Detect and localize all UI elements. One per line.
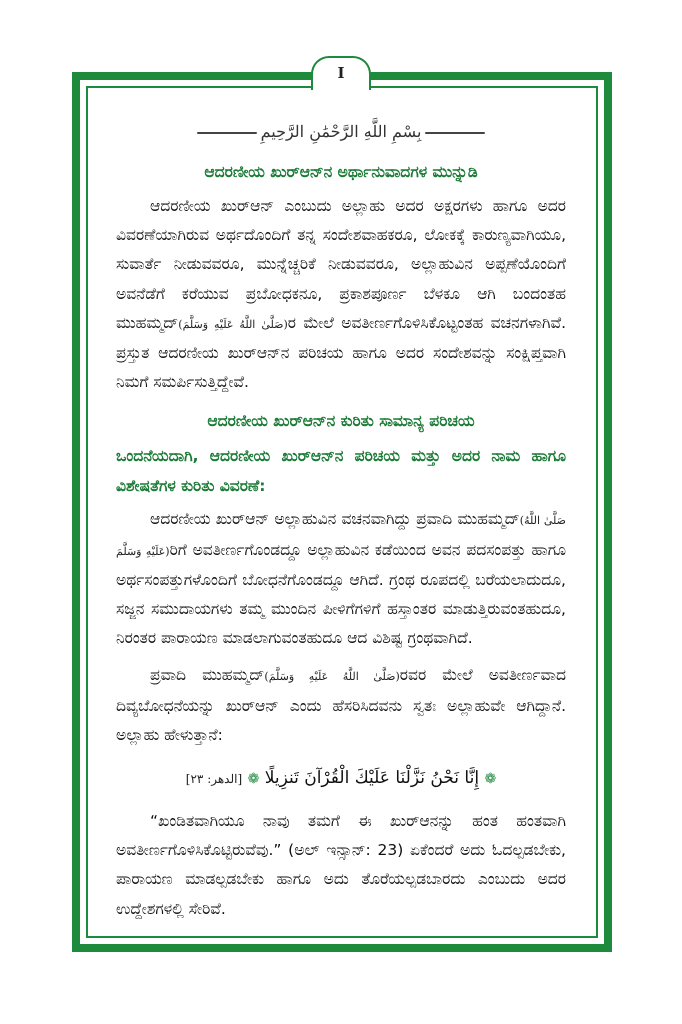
salutation-text: (صَلَّىٰ اللَّهُ عَلَيْهِ وَسَلَّمَ): [264, 670, 400, 684]
paragraph-intro-rest: ರ ಮೇಲೆ ಅವತೀರ್ಣಗೊಳಿಸಿಕೊಟ್ಟಂತಹ ವಚನಗಳಾಗಿವೆ. ಪ್ರಸ್ತುತ ಆದರಣೀಯ ಖುರ್‌ಆನ್‌ನ ಪರಿಚಯ ಹಾಗೂ ಅದರ ಸಂದೇಶವನ್ನು ಸಂಕ್ಷಿಪ್ತವಾಗಿ ನಿಮಗೆ ಸಮರ್ಪಿಸುತ್ತಿದ್ದೇವೆ.: [116, 313, 566, 392]
verse-close-ornament-icon: ❁: [247, 771, 260, 788]
page-content: [116, 116, 566, 924]
heading-first-point: ಒಂದನೆಯದಾಗಿ, ಆದರಣೀಯ ಖುರ್‌ಆನ್‌ನ ಪರಿಚಯ ಮತ್ತು ಅದರ ನಾಮ ಹಾಗೂ ವಿಶೇಷತೆಗಳ ಕುರಿತು ವಿವರಣೆ:: [116, 447, 566, 496]
paragraph-naming-text: ಪ್ರವಾದಿ: [150, 666, 203, 685]
paragraph-naming-rest: ರವರ ಮೇಲೆ ಅವತೀರ್ಣವಾದ ದಿವ್ಯಬೋಧನೆಯನ್ನು ಖುರ್‌ಆನ್ ಎಂದು ಹೆಸರಿಸಿದವನು ಸ್ವತಃ ಅಲ್ಲಾಹುವೇ ಆಗಿದ್ದಾನೆ. ಅಲ್ಲಾಹು ಹೇಳುತ್ತಾನೆ:: [116, 666, 566, 744]
heading-preface: ಆದರಣೀಯ ಖುರ್‌ಆನ್‌ನ ಅರ್ಥಾನುವಾದಗಳ ಮುನ್ನುಡಿ: [204, 163, 478, 181]
prophet-name: ಮುಹಮ್ಮದ್: [202, 666, 265, 685]
paragraph-verse-translation: “ಖಂಡಿತವಾಗಿಯೂ ನಾವು ತಮಗೆ ಈ ಖುರ್‌ಆನನ್ನು ಹಂತ ಹಂತವಾಗಿ ಅವತೀರ್ಣಗೊಳಿಸಿಕೊಟ್ಟಿರುವೆವು.” (ಅಲ್ ಇನ್ಸಾನ್: 23) ಏಕೆಂದರೆ ಅದು ಓದಲ್ಪಡಬೇಕು, ಪಾರಾಯಣ ಮಾಡಲ್ಪಡಬೇಕು ಹಾಗೂ ಅದು ತೊರೆಯಲ್ಪಡಬಾರದು ಎಂಬುದು ಅದರ ಉದ್ದೇಶಗಳಲ್ಲಿ ಸೇರಿವೆ.: [116, 812, 566, 918]
bismillah-text: بِسْمِ اللَّهِ الرَّحْمَٰنِ الرَّحِيمِ: [260, 122, 422, 141]
paragraph-intro: [116, 192, 566, 397]
heading-general-intro: ಆದರಣೀಯ ಖುರ್‌ಆನ್‌ನ ಕುರಿತು ಸಾಮಾನ್ಯ ಪರಿಚಯ: [207, 412, 475, 431]
verse-reference: [الدهر: ٢٣]: [185, 772, 243, 787]
paragraph-definition: [116, 505, 566, 653]
page-number: I: [337, 64, 345, 82]
paragraph-intro-text: ಆದರಣೀಯ ಖುರ್‌ಆನ್ ಎಂಬುದು ಅಲ್ಲಾಹು ಅದರ ಅಕ್ಷರಗಳು ಹಾಗೂ ಅದರ ವಿವರಣೆಯಾಗಿರುವ ಅರ್ಥದೊಂದಿಗೆ ತನ್ನ ಸಂದೇಶವಾಹಕರೂ, ಲೋಕಕ್ಕೆ ಕಾರುಣ್ಯವಾಗಿಯೂ, ಸುವಾರ್ತೆ ನೀಡುವವರೂ, ಮುನ್ನೆಚ್ಚರಿಕೆ ನೀಡುವವರೂ, ಅಲ್ಲಾಹುವಿನ ಅಪ್ಪಣೆಯೊಂದಿಗೆ ಅವನೆಡೆಗೆ ಕರೆಯುವ ಪ್ರಬೋಧಕನೂ, ಪ್ರಕಾಶಪೂರ್ಣ ಬೆಳಕೂ ಆಗಿ ಬಂದಂತಹ: [116, 197, 566, 303]
prophet-name: ಮುಹಮ್ಮದ್: [457, 510, 520, 529]
verse-text: إِنَّا نَحْنُ نَزَّلْنَا عَلَيْكَ الْقُرْآنَ تَنزِيلًا: [264, 768, 480, 789]
salutation-text: (صَلَّىٰ اللَّهُ عَلَيْهِ وَسَلَّمَ): [178, 317, 288, 331]
quran-verse: [116, 756, 566, 801]
bismillah-header: [116, 116, 566, 148]
paragraph-naming: [116, 661, 566, 750]
paragraph-definition-text: ಆದರಣೀಯ ಖುರ್‌ಆನ್ ಅಲ್ಲಾಹುವಿನ ವಚನವಾಗಿದ್ದು ಪ್ರವಾದಿ: [150, 510, 458, 529]
paragraph-definition-rest: ರಿಗೆ ಅವತೀರ್ಣಗೊಂಡದ್ದೂ ಅಲ್ಲಾಹುವಿನ ಕಡೆಯಿಂದ ಅವನ ಪದಸಂಪತ್ತು ಹಾಗೂ ಅರ್ಥಸಂಪತ್ತುಗಳೊಂದಿಗೆ ಬೋಧನೆಗೊಂಡದ್ದೂ ಆಗಿದೆ. ಗ್ರಂಥ ರೂಪದಲ್ಲಿ ಬರೆಯಲಾದುದೂ, ಸಜ್ಜನ ಸಮುದಾಯಗಳು ತಮ್ಮ ಮುಂದಿನ ಪೀಳಿಗೆಗಳಿಗೆ ಹಸ್ತಾಂತರ ಮಾಡುತ್ತಿರುವಂತಹುದೂ, ನಿರಂತರ ಪಾರಾಯಣ ಮಾಡಲಾಗುವಂತಹುದೂ ಆದ ವಿಶಿಷ್ಟ ಗ್ರಂಥವಾಗಿದೆ.: [116, 540, 566, 648]
bismillah-swash-icon: [425, 132, 485, 134]
salutation-text: (صَلَّىٰ اللَّهُ عَلَيْهِ وَسَلَّمَ): [116, 514, 566, 558]
page-number-tab: [311, 56, 371, 90]
bismillah-swash-icon: [197, 132, 257, 134]
prophet-name: ಮುಹಮ್ಮದ್: [116, 313, 179, 332]
verse-open-ornament-icon: ❁: [484, 771, 497, 788]
